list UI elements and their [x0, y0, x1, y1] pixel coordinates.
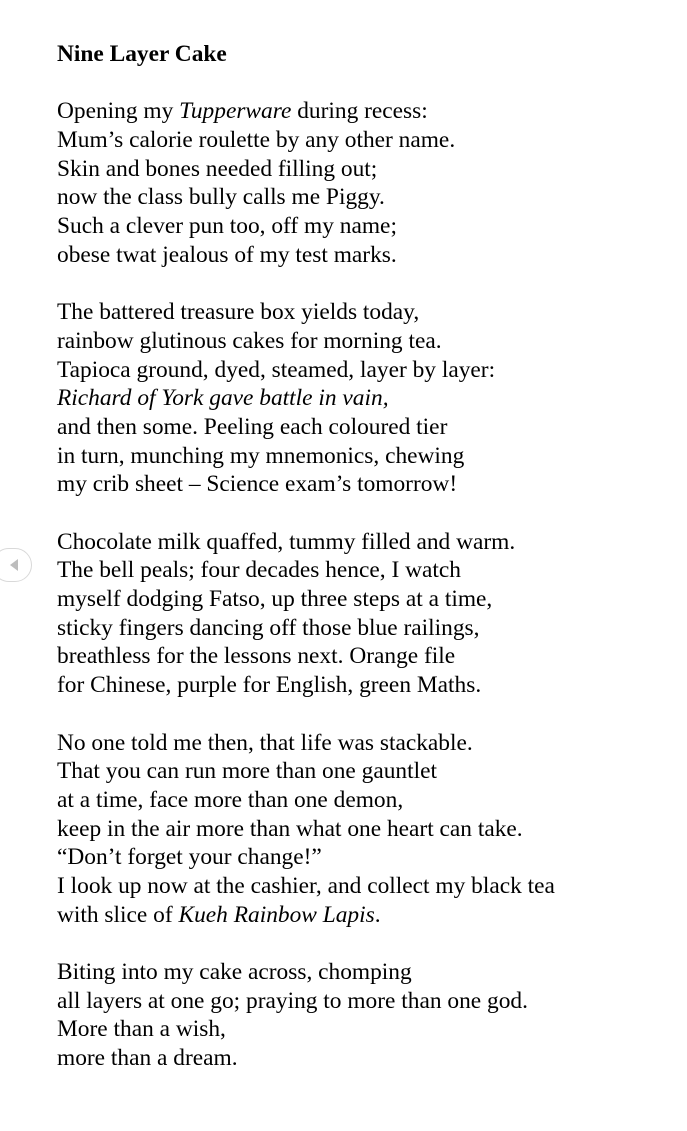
poem-line: The bell peals; four decades hence, I watch [57, 557, 461, 584]
poem-line: Tapioca ground, dyed, steamed, layer by layer: [57, 356, 496, 383]
poem-line: More than a wish, [57, 1016, 226, 1043]
stanza-break [57, 69, 677, 98]
poem-line-italic: Tupperware [179, 98, 292, 125]
previous-page-button[interactable] [0, 548, 32, 582]
poem-line: more than a dream. [57, 1045, 238, 1072]
poem-line: Biting into my cake across, chomping [57, 959, 412, 985]
poem [57, 40, 677, 1073]
poem-line: my crib sheet – Science exam’s tomorrow! [57, 471, 458, 498]
poem-title: Nine Layer Cake [57, 41, 227, 67]
poem-line [57, 97, 677, 126]
poem-line-italic: Kueh Rainbow Lapis [178, 901, 375, 928]
poem-line: keep in the air more than what one heart can take. [57, 815, 523, 842]
poem-line: Skin and bones needed filling out; [57, 155, 378, 182]
poem-line: myself dodging Fatso, up three steps at a time, [57, 586, 493, 613]
poem-line-italic: Richard of York gave battle in vain, [57, 385, 389, 412]
poem-line: Such a clever pun too, off my name; [57, 213, 397, 240]
stanza-break [57, 499, 677, 528]
poem-line: “Don’t forget your change!” [57, 844, 322, 871]
poem-line: rainbow glutinous cakes for morning tea. [57, 327, 442, 354]
poem-line: all layers at one go; praying to more than one god. [57, 987, 528, 1014]
stanza-2 [57, 298, 677, 499]
chevron-left-icon [8, 558, 20, 572]
poem-line: sticky fingers dancing off those blue railings, [57, 614, 480, 641]
poem-line: now the class bully calls me Piggy. [57, 184, 385, 211]
stanza-3 [57, 528, 677, 700]
poem-line-segment: during recess: [291, 98, 428, 125]
poem-line: I look up now at the cashier, and collect my black tea [57, 872, 555, 899]
stanza-4 [57, 729, 677, 930]
stanza-1 [57, 97, 677, 269]
stanza-break [57, 270, 677, 299]
poem-line: Mum’s calorie roulette by any other name. [57, 127, 456, 154]
poem-line: for Chinese, purple for English, green Maths. [57, 672, 482, 699]
poem-line: That you can run more than one gauntlet [57, 758, 437, 785]
poem-line-segment: with slice of [57, 901, 179, 928]
poem-line: and then some. Peeling each coloured tier [57, 413, 448, 440]
poem-line: breathless for the lessons next. Orange file [57, 643, 456, 670]
poem-line: Chocolate milk quaffed, tummy filled and warm. [57, 528, 516, 555]
poem-line: at a time, face more than one demon, [57, 786, 404, 813]
stanza-break [57, 929, 677, 958]
stanza-break [57, 700, 677, 729]
poem-line-segment: Opening my [57, 98, 180, 125]
poem-line: The battered treasure box yields today, [57, 299, 420, 326]
poem-line [57, 901, 677, 930]
stanza-5 [57, 958, 677, 1073]
poem-line: No one told me then, that life was stackable. [57, 729, 473, 756]
poem-line-segment: . [374, 901, 381, 928]
poem-line: in turn, munching my mnemonics, chewing [57, 442, 465, 469]
poem-line: obese twat jealous of my test marks. [57, 241, 397, 268]
